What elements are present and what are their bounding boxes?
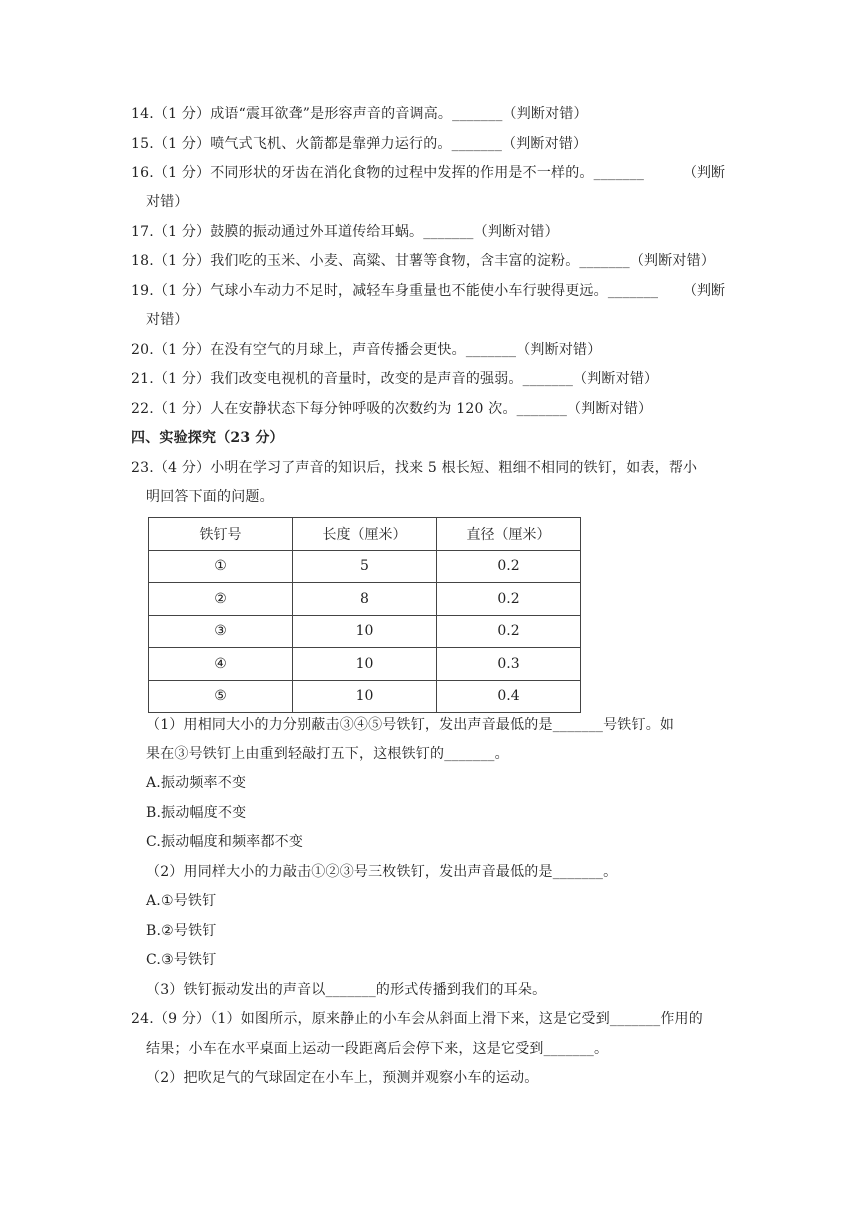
table-cell: ② [149, 583, 293, 616]
table-cell: ⑤ [149, 680, 293, 713]
option-b: B.②号铁钉 [146, 923, 217, 939]
question-14: 14.（1 分）成语“震耳欲聋”是形容声音的音调高。_______（判断对错） [131, 106, 588, 122]
table-row [149, 550, 581, 583]
table-row [149, 615, 581, 648]
section-heading: 四、实验探究（23 分） [131, 430, 284, 446]
option-a: A.①号铁钉 [146, 893, 217, 909]
column-header: 直径（厘米） [437, 518, 581, 551]
table-row [149, 648, 581, 681]
table-cell: 0.3 [437, 648, 581, 681]
question-15: 15.（1 分）喷气式飞机、火箭都是靠弹力运行的。_______（判断对错） [131, 136, 588, 152]
table-cell: 0.2 [437, 615, 581, 648]
table-row [149, 583, 581, 616]
question-24-line2: 结果；小车在水平桌面上运动一段距离后会停下来，这是它受到_______。 [146, 1041, 609, 1057]
column-header: 铁钉号 [149, 518, 293, 551]
option-c: C.振动幅度和频率都不变 [146, 834, 304, 850]
question-16-continuation: 对错） [146, 194, 189, 210]
table-cell: 0.2 [437, 583, 581, 616]
column-header: 长度（厘米） [293, 518, 437, 551]
table-cell: 10 [293, 680, 437, 713]
question-23-part1-line1: （1）用相同大小的力分别蔽击③④⑤号铁钉，发出声音最低的是_______号铁钉。如 [146, 717, 675, 733]
question-24-line1: 24.（9 分）（1）如图所示，原来静止的小车会从斜面上滑下来，这是它受到_______作用的 [131, 1011, 703, 1027]
nail-table [148, 517, 581, 713]
question-19-tail: （判断 [683, 283, 725, 299]
question-23-part1-line2: 果在③号铁钉上由重到轻敲打五下，这根铁钉的_______。 [146, 746, 509, 762]
option-c: C.③号铁钉 [146, 952, 217, 968]
table-cell: 10 [293, 615, 437, 648]
table-cell: 10 [293, 648, 437, 681]
table-row [149, 680, 581, 713]
table-cell: 0.4 [437, 680, 581, 713]
option-b: B.振动幅度不变 [146, 805, 247, 821]
question-17: 17.（1 分）鼓膜的振动通过外耳道传给耳蜗。_______（判断对错） [131, 224, 559, 240]
question-23-intro: 23.（4 分）小明在学习了声音的知识后，找来 5 根长短、粗细不相同的铁钉，如表，帮小 [131, 460, 698, 476]
question-21: 21.（1 分）我们改变电视机的音量时，改变的是声音的强弱。_______（判断对错） [131, 371, 659, 387]
question-19-continuation: 对错） [146, 312, 189, 328]
table-cell: ④ [149, 648, 293, 681]
question-23-intro-continuation: 明回答下面的问题。 [146, 489, 274, 505]
question-16-tail: （判断 [683, 165, 725, 181]
question-16: 16.（1 分）不同形状的牙齿在消化食物的过程中发挥的作用是不一样的。_______ [131, 165, 645, 181]
question-19: 19.（1 分）气球小车动力不足时，减轻车身重量也不能使小车行驶得更远。_______ [131, 283, 659, 299]
table-cell: ① [149, 550, 293, 583]
table-cell: 8 [293, 583, 437, 616]
question-20: 20.（1 分）在没有空气的月球上，声音传播会更快。_______（判断对错） [131, 342, 602, 358]
question-23-part2: （2）用同样大小的力敲击①②③号三枚铁钉，发出声音最低的是_______。 [146, 864, 618, 880]
question-23-part3: （3）铁钉振动发出的声音以_______的形式传播到我们的耳朵。 [146, 982, 547, 998]
table-header-row [149, 518, 581, 551]
question-22: 22.（1 分）人在安静状态下每分钟呼吸的次数约为 120 次。_______（判断对错） [131, 401, 653, 417]
table-cell: 5 [293, 550, 437, 583]
table-cell: ③ [149, 615, 293, 648]
option-a: A.振动频率不变 [146, 775, 247, 791]
question-18: 18.（1 分）我们吃的玉米、小麦、高粱、甘薯等食物，含丰富的淀粉。_______（判断对错） [131, 253, 716, 269]
question-24-line3: （2）把吹足气的气球固定在小车上，预测并观察小车的运动。 [146, 1070, 539, 1086]
table-cell: 0.2 [437, 550, 581, 583]
